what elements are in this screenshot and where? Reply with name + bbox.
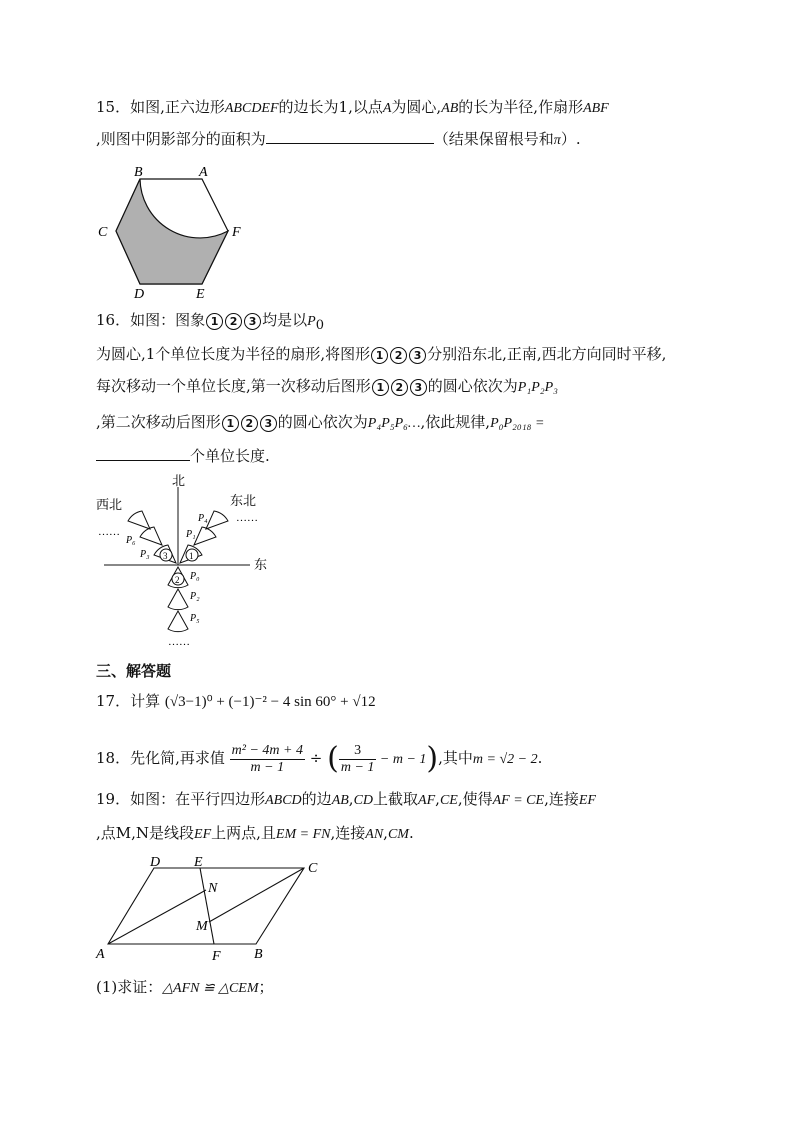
q16-line3: 每次移动一个单位长度,第一次移动后图形 1 2 3 的圆心依次为P₁P₂P₃	[96, 377, 559, 395]
q17-expression: (√3−1)⁰ + (−1)⁻² − 4 sin 60° + √12	[164, 694, 376, 710]
q16-line5: 个单位长度.	[96, 445, 270, 467]
svg-text:B: B	[254, 947, 263, 962]
q17-line: 17．计算 (√3−1)⁰ + (−1)⁻² − 4 sin 60° + √12	[96, 692, 376, 710]
svg-text:A: A	[199, 165, 208, 180]
svg-text:P₃: P₃	[140, 549, 150, 560]
q19-line1: 19．如图：在平行四边形ABCD的边AB,CD上截取AF,CE,使得AF = CE,连接EF	[96, 790, 596, 808]
answer-blank[interactable]	[266, 129, 434, 144]
q16-line2: 为圆心,1个单位长度为半径的扇形,将图形 1 2 3 分别沿东北,正南,西北方向同时平移,	[96, 345, 667, 363]
svg-text:D: D	[150, 855, 161, 870]
parallelogram-figure	[96, 852, 336, 967]
svg-text:N: N	[208, 881, 218, 896]
svg-text:F: F	[212, 949, 221, 964]
svg-text:东北: 东北	[230, 493, 257, 508]
svg-text:北: 北	[172, 473, 186, 488]
fraction-1: $\frac{\text{m² − 4m + 4}}{m - 1}$	[231, 742, 303, 775]
svg-text:2: 2	[175, 575, 180, 585]
q15-line2: ,则图中阴影部分的面积为 （结果保留根号和π）.	[96, 130, 581, 148]
q19-sub1: (1)求证：△AFN ≌ △CEM；	[96, 978, 274, 996]
svg-text:M: M	[196, 919, 208, 934]
svg-text:西北: 西北	[96, 497, 123, 512]
answer-blank[interactable]	[96, 446, 190, 461]
svg-text:P₀: P₀	[190, 571, 200, 582]
fraction-2: $\frac{3}{m - 1}$	[340, 742, 375, 775]
q18-line: 18．先化简,再求值 $\frac{\text{m² − 4m + 4}}{m - 1}$ ÷ ( $\frac{3}{m - 1}$ − m − 1),其中m = √2 − 2.	[96, 741, 543, 776]
svg-text:……: ……	[168, 636, 190, 648]
svg-text:东: 东	[254, 557, 268, 572]
svg-text:P₁: P₁	[186, 529, 196, 540]
svg-text:……: ……	[236, 512, 258, 524]
sector-figure	[96, 473, 280, 650]
q16-line1: 16．如图：图象 1 2 3 均是以$P_0$	[96, 311, 324, 333]
svg-text:P₅: P₅	[190, 613, 200, 624]
svg-text:……: ……	[98, 526, 120, 538]
q19-line2: ,点M,N是线段EF上两点,且EM = FN,连接AN,CM.	[96, 824, 414, 842]
svg-text:E: E	[196, 287, 205, 302]
svg-text:1: 1	[189, 551, 194, 561]
svg-text:F: F	[232, 225, 241, 240]
q15-line1: 15．如图,正六边形ABCDEF的边长为1,以点A为圆心,AB的长为半径,作扇形ABF	[96, 98, 609, 116]
svg-text:C: C	[98, 225, 108, 240]
svg-text:A: A	[96, 947, 105, 962]
q16-line4: ,第二次移动后图形 1 2 3 的圆心依次为P₄P₅P₆…,依此规律,P₀P₂₀₁₈ =	[96, 413, 545, 431]
svg-text:D: D	[134, 287, 145, 302]
section-heading: 三、解答题	[96, 662, 172, 680]
svg-text:P₂: P₂	[190, 591, 200, 602]
svg-text:3: 3	[163, 551, 168, 561]
hexagon-figure	[96, 160, 256, 300]
svg-text:E: E	[194, 855, 203, 870]
svg-text:P₄: P₄	[198, 513, 208, 524]
svg-text:B: B	[134, 165, 143, 180]
svg-text:C: C	[308, 861, 318, 876]
svg-text:P₆: P₆	[126, 535, 136, 546]
